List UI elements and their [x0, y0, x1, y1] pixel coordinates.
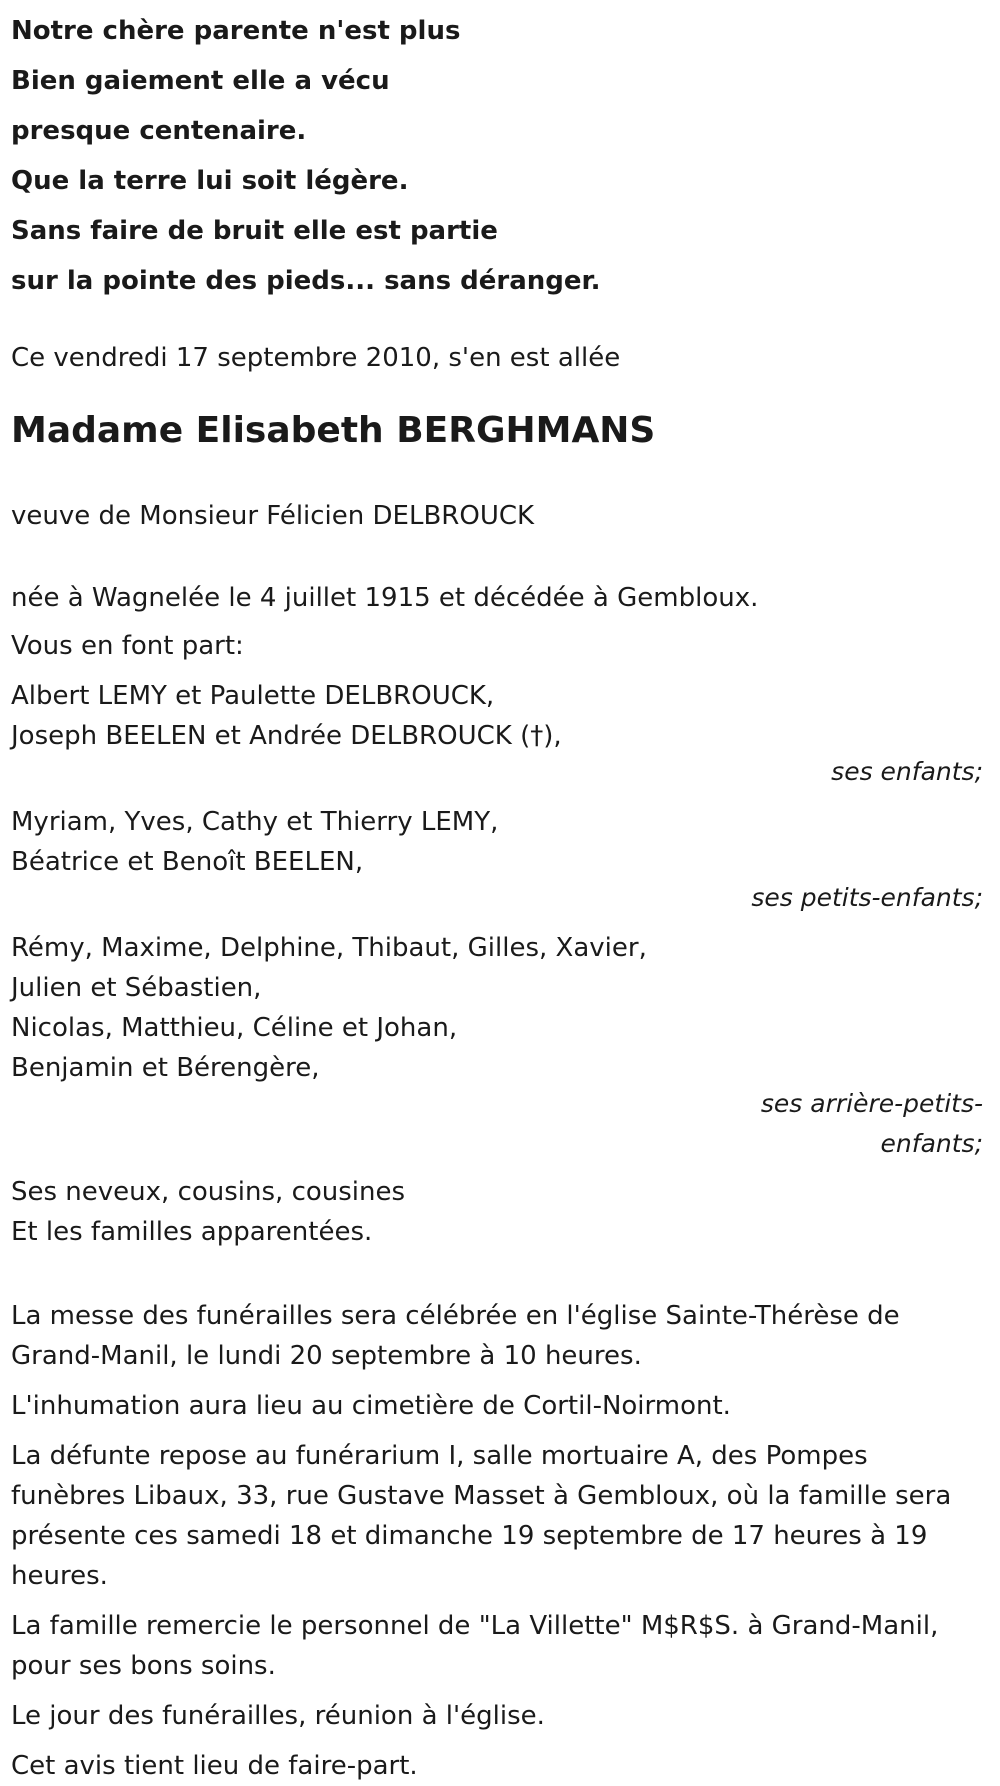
meeting-info: Le jour des funérailles, réunion à l'église.: [11, 1701, 545, 1731]
poem-line: Bien gaiement elle a vécu: [11, 66, 390, 96]
children-role: ses enfants;: [831, 757, 983, 786]
poem: [11, 0, 989, 306]
role-line: enfants;: [880, 1129, 983, 1158]
poem-line: Notre chère parente n'est plus: [11, 16, 461, 46]
announce-label: Vous en font part:: [11, 631, 244, 661]
poem-line: presque centenaire.: [11, 116, 307, 146]
funeral-details: [11, 1296, 989, 1786]
list-item: Myriam, Yves, Cathy et Thierry LEMY,: [11, 807, 499, 837]
poem-line: sur la pointe des pieds... sans déranger.: [11, 266, 601, 296]
list-item: Nicolas, Matthieu, Céline et Johan,: [11, 1013, 458, 1043]
great-grandchildren-group: [11, 928, 989, 1164]
list-item: Julien et Sébastien,: [11, 973, 262, 1003]
deceased-name: Madame Elisabeth BERGHMANS: [11, 410, 656, 451]
list-item: Albert LEMY et Paulette DELBROUCK,: [11, 681, 495, 711]
widow-of: veuve de Monsieur Félicien DELBROUCK: [11, 501, 535, 531]
other-relatives: [11, 1172, 989, 1252]
list-item: Joseph BEELEN et Andrée DELBROUCK (†),: [11, 721, 562, 751]
children-group: [11, 676, 989, 792]
visitation-info: La défunte repose au funérarium I, salle mortuaire A, des Pompes funèbres Libaux, 33, rue Gustave Masset à Gembloux, où la famille sera présente ces samedi 18 et dimanche 19 septembre de 17 heures à 19 heures.: [11, 1441, 952, 1591]
thanks-info: La famille remercie le personnel de "La Villette" M$R$S. à Grand-Manil, pour ses bons soins.: [11, 1611, 939, 1681]
great-grandchildren-role: [11, 1084, 989, 1164]
burial-info: L'inhumation aura lieu au cimetière de Cortil-Noirmont.: [11, 1391, 731, 1421]
death-announcement-intro: Ce vendredi 17 septembre 2010, s'en est allée: [11, 343, 621, 373]
poem-line: Que la terre lui soit légère.: [11, 166, 409, 196]
funeral-mass-info: La messe des funérailles sera célébrée en l'église Sainte-Thérèse de Grand-Manil, le lundi 20 septembre à 10 heures.: [11, 1301, 900, 1371]
poem-line: Sans faire de bruit elle est partie: [11, 216, 498, 246]
list-item: Béatrice et Benoît BEELEN,: [11, 847, 364, 877]
list-item: Et les familles apparentées.: [11, 1217, 373, 1247]
list-item: Ses neveux, cousins, cousines: [11, 1177, 406, 1207]
list-item: Benjamin et Bérengère,: [11, 1053, 320, 1083]
role-line: ses arrière-petits-: [760, 1089, 983, 1118]
birth-death-info: née à Wagnelée le 4 juillet 1915 et décédée à Gembloux.: [11, 583, 759, 613]
notice-closing: Cet avis tient lieu de faire-part.: [11, 1751, 418, 1781]
grandchildren-role: ses petits-enfants;: [751, 883, 983, 912]
list-item: Rémy, Maxime, Delphine, Thibaut, Gilles, Xavier,: [11, 933, 647, 963]
grandchildren-group: [11, 802, 989, 918]
